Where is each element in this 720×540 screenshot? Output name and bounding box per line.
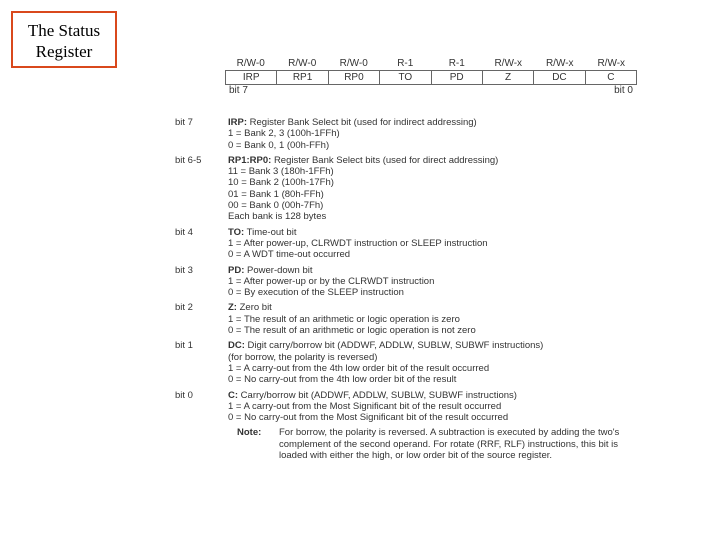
bit-number: bit 4 xyxy=(175,226,193,238)
bit-value-line: 1 = A carry-out from the 4th low order bit of the result occurred xyxy=(228,362,490,374)
bit-value-line: 0 = No carry-out from the Most Significant bit of the result occurred xyxy=(228,412,509,424)
bit-description xyxy=(175,117,645,151)
slide-title: The Status Register xyxy=(11,11,117,68)
bit-name-cell: DC xyxy=(534,71,585,84)
bit-value-line: 0 = Bank 0, 1 (00h-FFh) xyxy=(228,139,330,151)
bit-description xyxy=(175,155,645,223)
bit-value-line: Each bank is 128 bytes xyxy=(228,211,327,223)
bit-high-label: bit 7 xyxy=(229,85,248,96)
bit-description xyxy=(175,340,645,385)
bit-value-line: 0 = No carry-out from the 4th low order bit of the result xyxy=(228,374,457,386)
bit-name-cell: C xyxy=(607,72,615,83)
bit-value-line: 0 = The result of an arithmetic or logic operation is not zero xyxy=(228,325,476,337)
note-label: Note: xyxy=(237,427,262,439)
access-cell: R/W-x xyxy=(494,58,523,69)
access-cell: R-1 xyxy=(448,58,465,69)
note xyxy=(237,427,645,461)
bit-field-desc: Digit carry/borrow bit (ADDWF, ADDLW, SUBLW, SUBWF instructions) xyxy=(247,340,544,352)
bit-value-line: 00 = Bank 0 (00h-7Fh) xyxy=(228,200,324,212)
bit-name-cell: TO xyxy=(380,71,431,84)
bit-field-name: RP1:RP0: xyxy=(228,154,272,166)
register-access-row xyxy=(225,58,637,70)
bit-field-desc: Time-out bit xyxy=(246,226,297,238)
bit-field-name: IRP: xyxy=(228,117,247,128)
bit-value-line: 0 = A WDT time-out occurred xyxy=(228,249,351,261)
bit-number: bit 0 xyxy=(175,389,193,401)
bit-value-line: (for borrow, the polarity is reversed) xyxy=(228,351,378,363)
bit-number: bit 2 xyxy=(175,302,193,314)
bit-value-line: 11 = Bank 3 (180h-1FFh) xyxy=(228,166,334,178)
bit-value-line: 1 = After power-up, CLRWDT instruction or SLEEP instruction xyxy=(228,237,488,249)
bit-value-line: 1 = Bank 2, 3 (100h-1FFh) xyxy=(228,128,340,140)
bit-description xyxy=(175,302,645,336)
bit-name-cell: RP0 xyxy=(329,71,380,84)
bit-field-desc: Carry/borrow bit (ADDWF, ADDLW, SUBLW, SUBWF instructions) xyxy=(240,389,517,401)
register-names-row xyxy=(225,70,637,85)
access-cell: R/W-0 xyxy=(288,58,317,69)
bit-field-name: C: xyxy=(228,389,239,401)
bit-value-line: 0 = By execution of the SLEEP instruction xyxy=(228,287,404,299)
bit-field-name: Z: xyxy=(228,302,237,314)
bit-low-label: bit 0 xyxy=(614,85,633,96)
bit-value-line: 1 = The result of an arithmetic or logic operation is zero xyxy=(228,313,460,325)
bit-name-cell: Z xyxy=(483,71,534,84)
bit-value-line: 10 = Bank 2 (100h-17Fh) xyxy=(228,177,334,189)
bit-descriptions xyxy=(175,117,645,461)
bit-description xyxy=(175,390,645,424)
bit-name-cell: PD xyxy=(432,71,483,84)
bit-description xyxy=(175,227,645,261)
note-text: For borrow, the polarity is reversed. A subtraction is executed by adding the two's complement of the second operand. For rotate (RRF, RLF) instructions, this bit is loaded with either the high, or low order bit of the source register. xyxy=(279,427,620,462)
register-bit-range xyxy=(225,85,637,97)
bit-field-name: PD: xyxy=(228,264,245,276)
bit-description xyxy=(175,265,645,299)
bit-field-name: TO: xyxy=(228,226,245,238)
bit-value-line: 1 = A carry-out from the Most Significant bit of the result occurred xyxy=(228,400,502,412)
bit-field-desc: Register Bank Select bit (used for indirect addressing) xyxy=(249,117,477,128)
bit-number: bit 7 xyxy=(175,117,193,128)
access-cell: R/W-x xyxy=(597,58,626,69)
access-cell: R/W-0 xyxy=(339,58,368,69)
bit-value-line: 1 = After power-up or by the CLRWDT instruction xyxy=(228,275,435,287)
bit-number: bit 1 xyxy=(175,340,193,352)
access-cell: R/W-x xyxy=(545,58,574,69)
bit-number: bit 6-5 xyxy=(175,154,202,166)
bit-value-line: 01 = Bank 1 (80h-FFh) xyxy=(228,188,324,200)
bit-name-cell: IRP xyxy=(226,71,277,84)
register-table xyxy=(225,58,637,97)
bit-field-name: DC: xyxy=(228,340,245,352)
bit-number: bit 3 xyxy=(175,264,193,276)
access-cell: R-1 xyxy=(397,58,414,69)
access-cell: R/W-0 xyxy=(236,58,265,69)
bit-name-cell: RP1 xyxy=(277,71,328,84)
bit-field-desc: Register Bank Select bits (used for direct addressing) xyxy=(273,154,499,166)
bit-field-desc: Zero bit xyxy=(239,302,272,314)
bit-field-desc: Power-down bit xyxy=(247,264,313,276)
